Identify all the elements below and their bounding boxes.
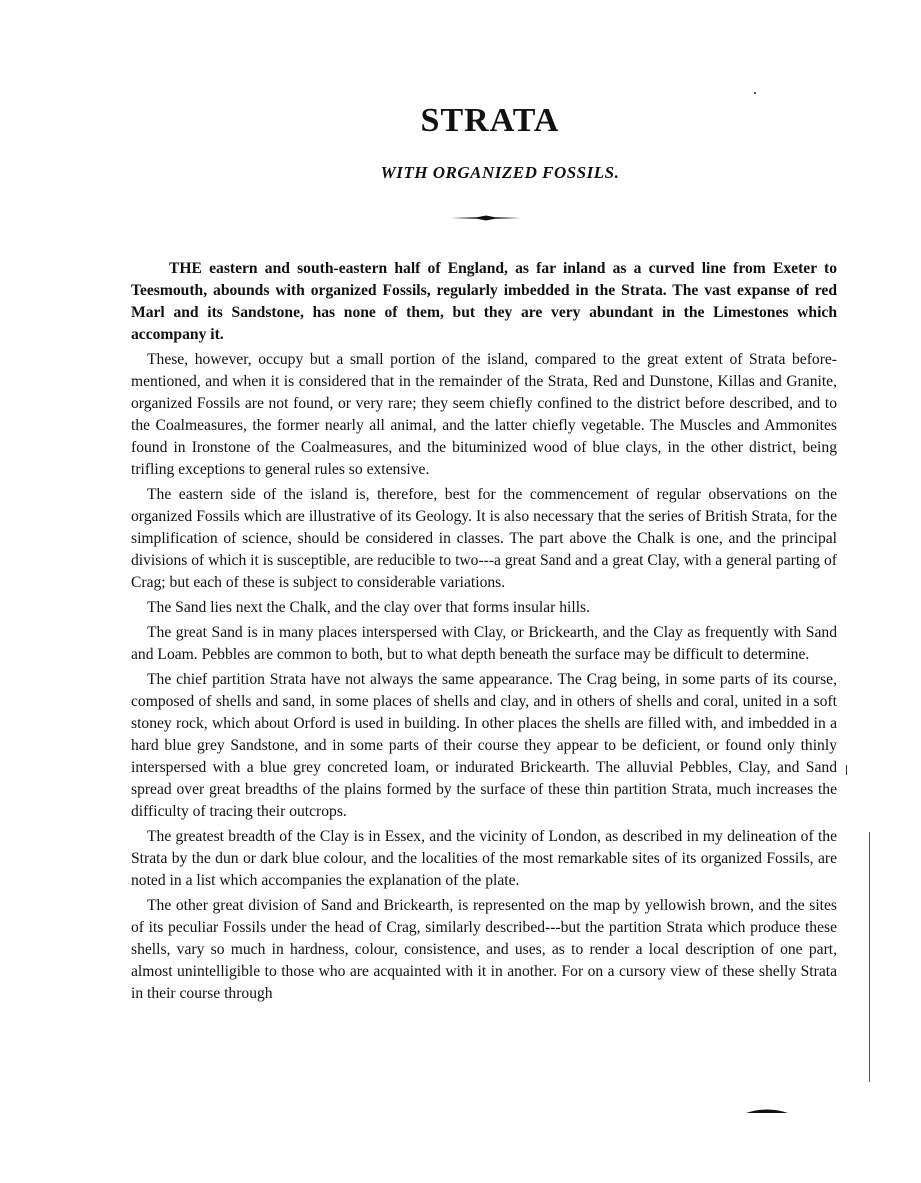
paragraph-8: The other great division of Sand and Brickearth, is represented on the map by yellowish brown, and the sites of its peculiar Fossils under the head of Crag, similarly described---but the partition Strata which produce these shells, vary so much in hardness, colour, consistence, and uses, as to render a local description of one part, almost unintelligible to those who are acquainted with it in another. For on a cursory view of these shelly Strata in their course through	[131, 897, 837, 1002]
paragraph-2: These, however, occupy but a small portion of the island, compared to the great extent of Strata before-mentioned, and when it is considered that in the remainder of the Strata, Red and Dunstone, Killas and Granite, organized Fossils are not found, or very rare; they seem chiefly confined to the district before described, and to the Coalmeasures, the former nearly all animal, and the latter chiefly vegetable. The Muscles and Ammonites found in Ironstone of the Coalmeasures, and the bituminized wood of blue clays, in the other district, being trifling exceptions to general rules so extensive.	[131, 351, 837, 478]
paragraph-6: The chief partition Strata have not always the same appearance. The Crag being, in some parts of its course, composed of shells and sand, in some places of shells and clay, and in others of shells and coral, united in a soft stoney rock, which about Orford is used in building. In other places the shells are filled with, and imbedded in a hard blue grey Sandstone, and in some parts of their course they appear to be deficient, or found only thinly interspersed with a blue grey concreted loam, or indurated Brickearth. The alluvial Pebbles, Clay, and Sand spread over great breadths of the plains formed by the surface of these thin partition Strata, much increases the difficulty of tracing their outcrops.	[131, 671, 837, 820]
paragraph-7: The greatest breadth of the Clay is in Essex, and the vicinity of London, as described in my delineation of the Strata by the dun or dark blue colour, and the localities of the most remarkable sites of its organized Fossils, are noted in a list which accompanies the explanation of the plate.	[131, 828, 837, 889]
margin-mark	[846, 765, 847, 775]
body-text	[131, 258, 837, 1008]
paragraph-1: THE eastern and south-eastern half of England, as far inland as a curved line from Exeter to Teesmouth, abounds with organized Fossils, regularly imbedded in the Strata. The vast expanse of red Marl and its Sandstone, has none of them, but they are very abundant in the Limestones which accompany it.	[131, 260, 837, 343]
dot-mark	[754, 92, 756, 94]
page-title: STRATA	[420, 102, 560, 139]
page-edge-line	[869, 832, 870, 1082]
ornamental-rule	[451, 215, 521, 221]
paragraph-3: The eastern side of the island is, therefore, best for the commencement of regular observations on the organized Fossils which are illustrative of its Geology. It is also necessary that the series of British Strata, for the simplification of science, should be considered in classes. The part above the Chalk is one, and the principal divisions of which it is susceptible, are reducible to two---a great Sand and a great Clay, with a general parting of Crag; but each of these is subject to considerable variations.	[131, 486, 837, 591]
paragraph-4: The Sand lies next the Chalk, and the clay over that forms insular hills.	[147, 599, 591, 616]
catchword-mark	[746, 1108, 788, 1114]
paragraph-5: The great Sand is in many places interspersed with Clay, or Brickearth, and the Clay as frequently with Sand and Loam. Pebbles are common to both, but to what depth beneath the surface may be difficult to determine.	[131, 624, 837, 663]
page-subtitle: WITH ORGANIZED FOSSILS.	[380, 163, 620, 182]
